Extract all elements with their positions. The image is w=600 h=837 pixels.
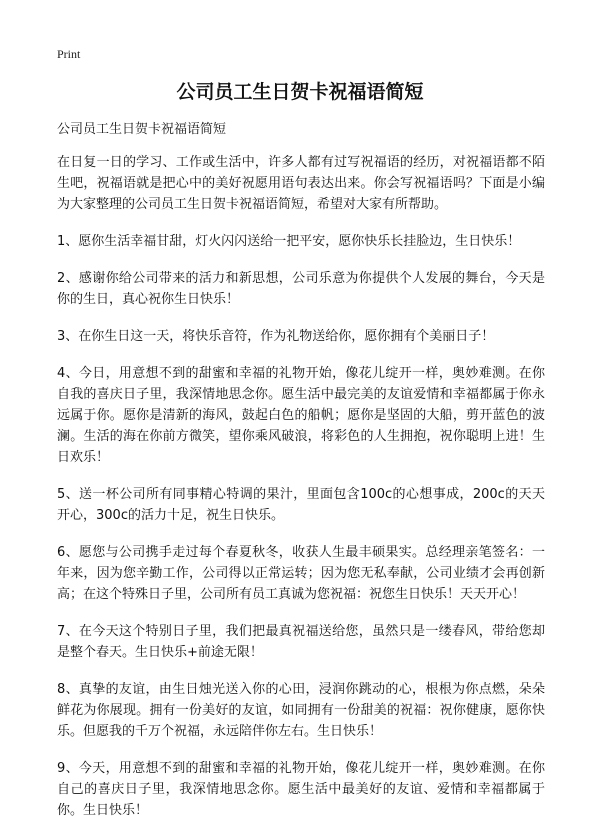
blessing-item-4: 4、今日，用意想不到的甜蜜和幸福的礼物开始，像花儿绽开一样，奥妙难测。在你自我的喜庆日子里，我深情地思念你。愿生活中最完美的友谊爱情和幸福都属于你永远属于你。愿你是清新的海风，鼓起白色的船帆；愿你是坚固的大船，剪开蓝色的波澜。生活的海在你前方微笑，望你乘风破浪，将彩色的人生拥抱，祝你聪明上进！生日欢乐！ [57, 366, 545, 465]
intro-paragraph: 在日复一日的学习、工作或生活中，许多人都有过写祝福语的经历，对祝福语都不陌生吧，祝福语就是把心中的美好祝愿用语句表达出来。你会写祝福语吗？下面是小编为大家整理的公司员工生日贺卡祝福语简短，希望对大家有所帮助。 [57, 155, 545, 212]
blessing-item-3: 3、在你生日这一天，将快乐音符，作为礼物送给你，愿你拥有个美丽日子！ [57, 329, 495, 344]
article-body [57, 120, 545, 837]
blessing-item-8: 8、真挚的友谊，由生日烛光送入你的心田，浸润你跳动的心，根根为你点燃，朵朵鲜花为你展现。拥有一份美好的友谊，如同拥有一份甜美的祝福：祝你健康，愿你快乐。但愿我的千万个祝福，永远陪伴你左右。生日快乐！ [57, 682, 545, 739]
print-link[interactable]: Print [57, 47, 81, 61]
blessing-item-2: 2、感谢你给公司带来的活力和新思想，公司乐意为你提供个人发展的舞台，今天是你的生日，真心祝你生日快乐！ [57, 271, 545, 307]
blessing-item-5: 5、送一杯公司所有同事精心特调的果汁，里面包含100c的心想事成，200c的天天开心，300c的活力十足，祝生日快乐。 [57, 487, 545, 523]
blessing-item-7: 7、在今天这个特别日子里，我们把最真祝福送给您，虽然只是一缕春风，带给您却是整个春天。生日快乐+前途无限！ [57, 624, 545, 660]
blessing-item-6: 6、愿您与公司携手走过每个春夏秋冬，收获人生最丰硕果实。总经理亲笔签名：一年来，因为您辛勤工作，公司得以正常运转；因为您无私奉献，公司业绩才会再创新高；在这个特殊日子里，公司所有员工真诚为您祝福：祝您生日快乐！天天开心！ [57, 545, 545, 602]
article-subtitle: 公司员工生日贺卡祝福语简短 [57, 122, 227, 137]
blessing-item-9: 9、今天，用意想不到的甜蜜和幸福的礼物开始，像花儿绽开一样，奥妙难测。在你自己的喜庆日子里，我深情地思念你。愿生活中最美好的友谊、爱情和幸福都属于你。生日快乐！ [57, 761, 545, 818]
page-title: 公司员工生日贺卡祝福语简短 [176, 81, 424, 103]
blessing-item-1: 1、愿你生活幸福甘甜，灯火闪闪送给一把平安，愿你快乐长挂脸边，生日快乐！ [57, 234, 521, 249]
